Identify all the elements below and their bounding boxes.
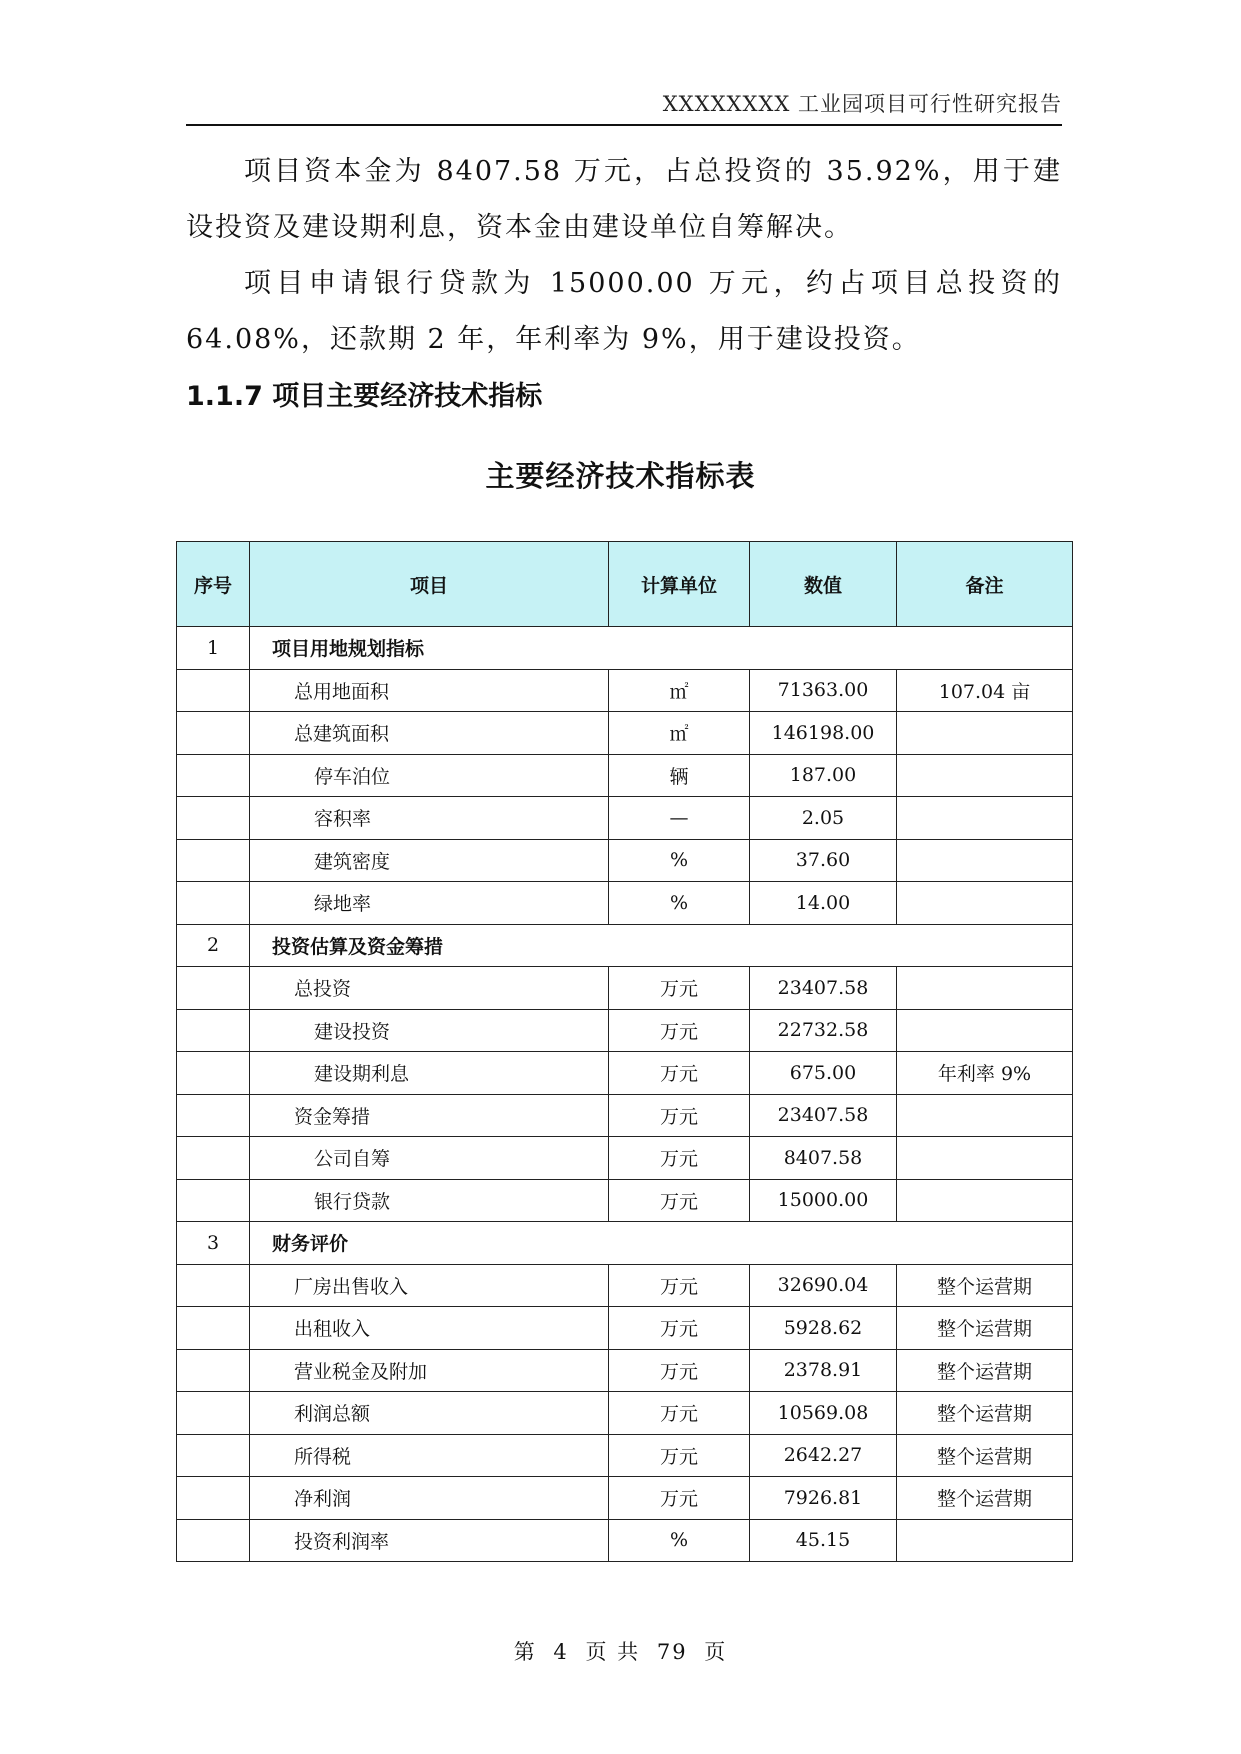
row-value: 71363.00 bbox=[750, 669, 897, 712]
row-item: 公司自筹 bbox=[250, 1137, 609, 1180]
row-no bbox=[177, 669, 250, 712]
footer-total-pages: 79 bbox=[656, 1640, 688, 1664]
row-note: 年利率 9% bbox=[897, 1052, 1073, 1095]
row-value: 146198.00 bbox=[750, 712, 897, 755]
table-row bbox=[177, 1094, 1073, 1137]
group-name: 投资估算及资金筹措 bbox=[250, 924, 1073, 967]
row-unit: 万元 bbox=[609, 1477, 750, 1520]
row-no bbox=[177, 1477, 250, 1520]
row-note bbox=[897, 712, 1073, 755]
row-item: 资金筹措 bbox=[250, 1094, 609, 1137]
table-row bbox=[177, 712, 1073, 755]
row-no bbox=[177, 712, 250, 755]
row-no bbox=[177, 839, 250, 882]
row-value: 45.15 bbox=[750, 1519, 897, 1562]
row-item: 投资利润率 bbox=[250, 1519, 609, 1562]
table-row bbox=[177, 1519, 1073, 1562]
table-row bbox=[177, 1137, 1073, 1180]
row-note: 整个运营期 bbox=[897, 1477, 1073, 1520]
row-unit: ㎡ bbox=[609, 669, 750, 712]
row-item: 建筑密度 bbox=[250, 839, 609, 882]
row-no bbox=[177, 1179, 250, 1222]
row-note: 整个运营期 bbox=[897, 1264, 1073, 1307]
row-item: 所得税 bbox=[250, 1434, 609, 1477]
row-item: 总投资 bbox=[250, 967, 609, 1010]
footer-suffix: 页 bbox=[704, 1640, 728, 1664]
row-value: 5928.62 bbox=[750, 1307, 897, 1350]
row-no bbox=[177, 1009, 250, 1052]
row-no bbox=[177, 882, 250, 925]
row-value: 23407.58 bbox=[750, 1094, 897, 1137]
row-unit: 万元 bbox=[609, 1264, 750, 1307]
row-no bbox=[177, 754, 250, 797]
row-note bbox=[897, 754, 1073, 797]
row-unit: % bbox=[609, 1519, 750, 1562]
table-row bbox=[177, 1434, 1073, 1477]
row-note: 整个运营期 bbox=[897, 1392, 1073, 1435]
row-item: 厂房出售收入 bbox=[250, 1264, 609, 1307]
table-row bbox=[177, 1307, 1073, 1350]
row-value: 2378.91 bbox=[750, 1349, 897, 1392]
paragraph-loan: 项目申请银行贷款为 15000.00 万元，约占项目总投资的 64.08%，还款期 2 年，年利率为 9%，用于建设投资。 bbox=[186, 268, 1062, 355]
row-value: 22732.58 bbox=[750, 1009, 897, 1052]
group-row bbox=[177, 627, 1073, 670]
footer-page-number: 4 bbox=[553, 1640, 569, 1664]
row-value: 14.00 bbox=[750, 882, 897, 925]
row-note bbox=[897, 1094, 1073, 1137]
row-unit: 万元 bbox=[609, 967, 750, 1010]
row-item: 容积率 bbox=[250, 797, 609, 840]
table-row bbox=[177, 1052, 1073, 1095]
row-value: 2.05 bbox=[750, 797, 897, 840]
paragraph-capital: 项目资本金为 8407.58 万元，占总投资的 35.92%，用于建设投资及建设期利息，资本金由建设单位自筹解决。 bbox=[186, 156, 1062, 243]
row-unit: 万元 bbox=[609, 1392, 750, 1435]
row-note bbox=[897, 882, 1073, 925]
row-unit: 万元 bbox=[609, 1307, 750, 1350]
row-unit: 辆 bbox=[609, 754, 750, 797]
row-no bbox=[177, 1392, 250, 1435]
row-note bbox=[897, 1179, 1073, 1222]
table-row bbox=[177, 1349, 1073, 1392]
row-no bbox=[177, 967, 250, 1010]
group-no: 2 bbox=[177, 924, 250, 967]
row-unit: ㎡ bbox=[609, 712, 750, 755]
table-row bbox=[177, 1477, 1073, 1520]
table-row bbox=[177, 754, 1073, 797]
row-note bbox=[897, 797, 1073, 840]
row-note: 整个运营期 bbox=[897, 1349, 1073, 1392]
row-unit: 万元 bbox=[609, 1094, 750, 1137]
row-note bbox=[897, 1009, 1073, 1052]
table-row bbox=[177, 882, 1073, 925]
row-no bbox=[177, 1052, 250, 1095]
row-note: 整个运营期 bbox=[897, 1434, 1073, 1477]
row-unit: 万元 bbox=[609, 1349, 750, 1392]
row-unit: % bbox=[609, 839, 750, 882]
table-row bbox=[177, 1264, 1073, 1307]
header-no: 序号 bbox=[177, 542, 250, 627]
row-item: 出租收入 bbox=[250, 1307, 609, 1350]
row-no bbox=[177, 1519, 250, 1562]
row-unit: 万元 bbox=[609, 1179, 750, 1222]
header-unit: 计算单位 bbox=[609, 542, 750, 627]
footer-prefix: 第 bbox=[513, 1640, 537, 1664]
row-value: 675.00 bbox=[750, 1052, 897, 1095]
row-no bbox=[177, 1137, 250, 1180]
table-row bbox=[177, 1392, 1073, 1435]
row-unit: 万元 bbox=[609, 1052, 750, 1095]
table-title: 主要经济技术指标表 bbox=[485, 459, 756, 493]
row-item: 绿地率 bbox=[250, 882, 609, 925]
table-row bbox=[177, 1179, 1073, 1222]
table-row bbox=[177, 797, 1073, 840]
header-item: 项目 bbox=[250, 542, 609, 627]
header-value: 数值 bbox=[750, 542, 897, 627]
row-item: 停车泊位 bbox=[250, 754, 609, 797]
table-row bbox=[177, 669, 1073, 712]
row-item: 利润总额 bbox=[250, 1392, 609, 1435]
group-no: 3 bbox=[177, 1222, 250, 1265]
row-no bbox=[177, 1307, 250, 1350]
section-heading: 1.1.7 项目主要经济技术指标 bbox=[186, 381, 543, 412]
row-no bbox=[177, 797, 250, 840]
row-unit: 万元 bbox=[609, 1137, 750, 1180]
row-item: 建设投资 bbox=[250, 1009, 609, 1052]
row-value: 10569.08 bbox=[750, 1392, 897, 1435]
row-note bbox=[897, 1137, 1073, 1180]
row-no bbox=[177, 1264, 250, 1307]
page-header: XXXXXXXX 工业园项目可行性研究报告 bbox=[186, 88, 1062, 126]
row-value: 23407.58 bbox=[750, 967, 897, 1010]
group-name: 财务评价 bbox=[250, 1222, 1073, 1265]
row-value: 8407.58 bbox=[750, 1137, 897, 1180]
row-item: 净利润 bbox=[250, 1477, 609, 1520]
group-row bbox=[177, 1222, 1073, 1265]
row-no bbox=[177, 1349, 250, 1392]
row-no bbox=[177, 1434, 250, 1477]
row-note: 107.04 亩 bbox=[897, 669, 1073, 712]
page-footer bbox=[0, 1636, 1241, 1666]
row-unit: — bbox=[609, 797, 750, 840]
row-item: 银行贷款 bbox=[250, 1179, 609, 1222]
row-unit: 万元 bbox=[609, 1434, 750, 1477]
table-row bbox=[177, 839, 1073, 882]
row-no bbox=[177, 1094, 250, 1137]
row-unit: 万元 bbox=[609, 1009, 750, 1052]
row-item: 营业税金及附加 bbox=[250, 1349, 609, 1392]
indicator-table bbox=[176, 541, 1073, 1562]
row-unit: % bbox=[609, 882, 750, 925]
row-item: 总用地面积 bbox=[250, 669, 609, 712]
group-no: 1 bbox=[177, 627, 250, 670]
row-item: 总建筑面积 bbox=[250, 712, 609, 755]
row-value: 187.00 bbox=[750, 754, 897, 797]
row-value: 32690.04 bbox=[750, 1264, 897, 1307]
table-header-row bbox=[177, 542, 1073, 627]
row-value: 15000.00 bbox=[750, 1179, 897, 1222]
row-item: 建设期利息 bbox=[250, 1052, 609, 1095]
row-note: 整个运营期 bbox=[897, 1307, 1073, 1350]
row-note bbox=[897, 839, 1073, 882]
table-row bbox=[177, 967, 1073, 1010]
header-note: 备注 bbox=[897, 542, 1073, 627]
group-name: 项目用地规划指标 bbox=[250, 627, 1073, 670]
row-value: 7926.81 bbox=[750, 1477, 897, 1520]
row-value: 2642.27 bbox=[750, 1434, 897, 1477]
footer-middle: 页 共 bbox=[585, 1640, 641, 1664]
row-note bbox=[897, 967, 1073, 1010]
row-value: 37.60 bbox=[750, 839, 897, 882]
table-row bbox=[177, 1009, 1073, 1052]
group-row bbox=[177, 924, 1073, 967]
row-note bbox=[897, 1519, 1073, 1562]
